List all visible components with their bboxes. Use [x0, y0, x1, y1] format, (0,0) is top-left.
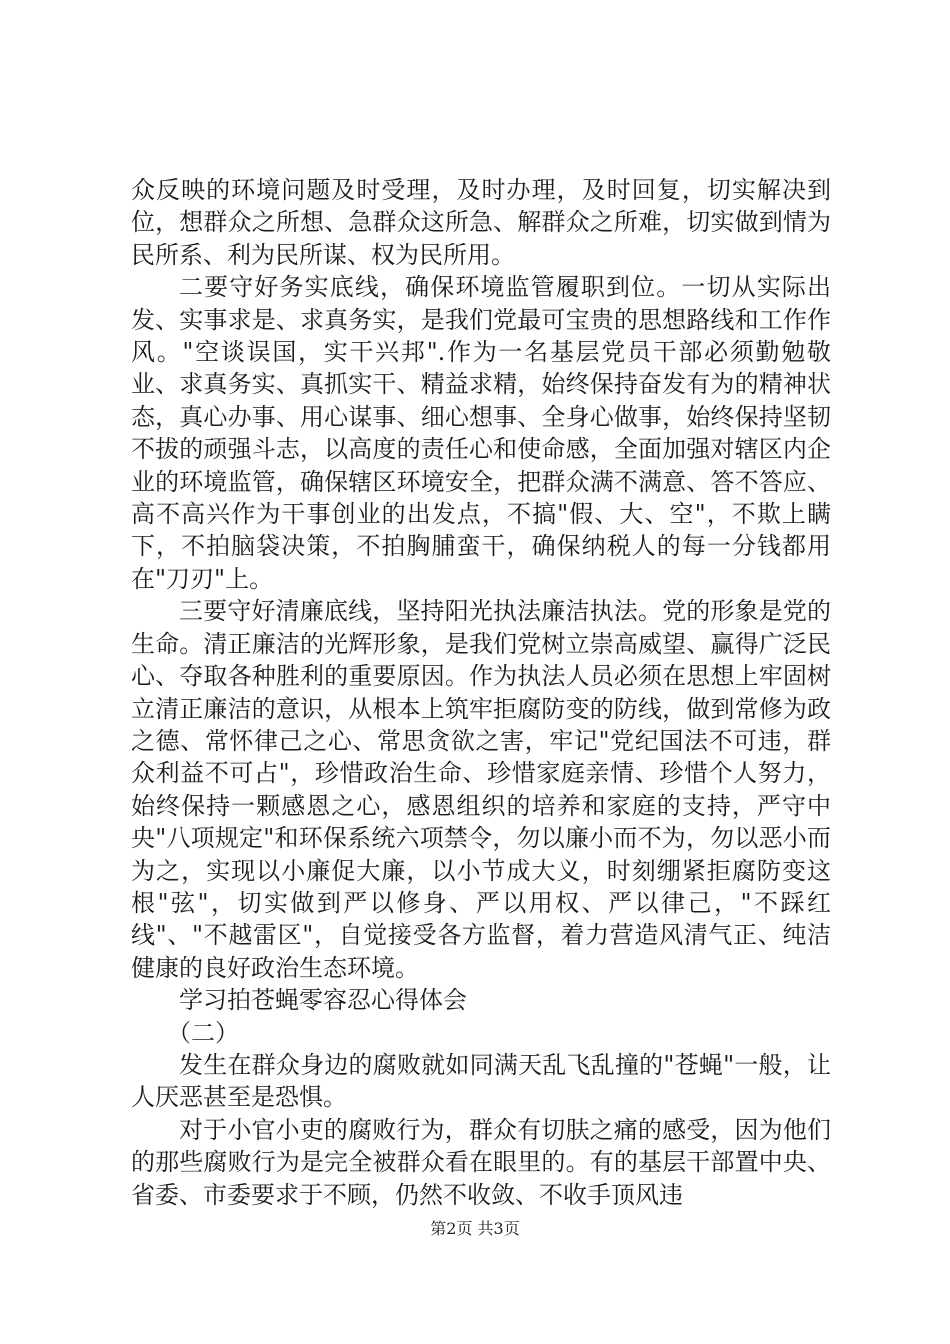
- document-body: [131, 174, 831, 1211]
- paragraph-continuation: 众反映的环境问题及时受理，及时办理，及时回复，切实解决到位，想群众之所想、急群众这所急、解群众之所难，切实做到情为民所系、利为民所谋、权为民所用。: [131, 176, 831, 269]
- paragraph-flies-intro: 发生在群众身边的腐败就如同满天乱飞乱撞的"苍蝇"一般，让人厌恶甚至是恐惧。: [131, 1050, 831, 1112]
- paragraph-practical-bottom-line: 二要守好务实底线，确保环境监管履职到位。一切从实际出发、实事求是、求真务实，是我们党最可宝贵的思想路线和工作作风。"空谈误国，实干兴邦".作为一名基层党员干部必须勤勉敬业、求真务实、真抓实干、精益求精，始终保持奋发有为的精神状态，真心办事、用心谋事、细心想事、全身心做事，始终保持坚韧不拔的顽强斗志，以高度的责任心和使命感，全面加强对辖区内企业的环境监管，确保辖区环境安全，把群众满不满意、答不答应、高不高兴作为干事创业的出发点，不搞"假、大、空"，不欺上瞒下，不拍脑袋决策，不拍胸脯蛮干，确保纳税人的每一分钱都用在"刀刃"上。: [131, 273, 831, 593]
- section-number: （二）: [167, 1018, 239, 1047]
- page-footer: 第2页 共3页: [430, 1219, 520, 1238]
- paragraph-clean-bottom-line: 三要守好清廉底线，坚持阳光执法廉洁执法。党的形象是党的生命。清正廉洁的光辉形象，是我们党树立崇高威望、赢得广泛民心、夺取各种胜利的重要原因。作为执法人员必须在思想上牢固树立清正廉洁的意识，从根本上筑牢拒腐防变的防线，做到常修为政之德、常怀律己之心、常思贪欲之害，牢记"党纪国法不可违，群众利益不可占"，珍惜政治生命、珍惜家庭亲情、珍惜个人努力，始终保持一颗感恩之心，感恩组织的培养和家庭的支持，严守中央"八项规定"和环保系统六项禁令，勿以廉小而不为，勿以恶小而为之，实现以小廉促大廉，以小节成大义，时刻绷紧拒腐防变这根"弦"，切实做到严以修身、严以用权、严以律己，"不踩红线"、"不越雷区"，自觉接受各方监督，着力营造风清气正、纯洁健康的良好政治生态环境。: [131, 597, 831, 982]
- section-heading: 学习拍苍蝇零容忍心得体会: [179, 986, 467, 1015]
- paragraph-petty-officials: 对于小官小吏的腐败行为，群众有切肤之痛的感受，因为他们的那些腐败行为是完全被群众看在眼里的。有的基层干部置中央、省委、市委要求于不顾，仍然不收敛、不收手顶风违: [131, 1115, 831, 1209]
